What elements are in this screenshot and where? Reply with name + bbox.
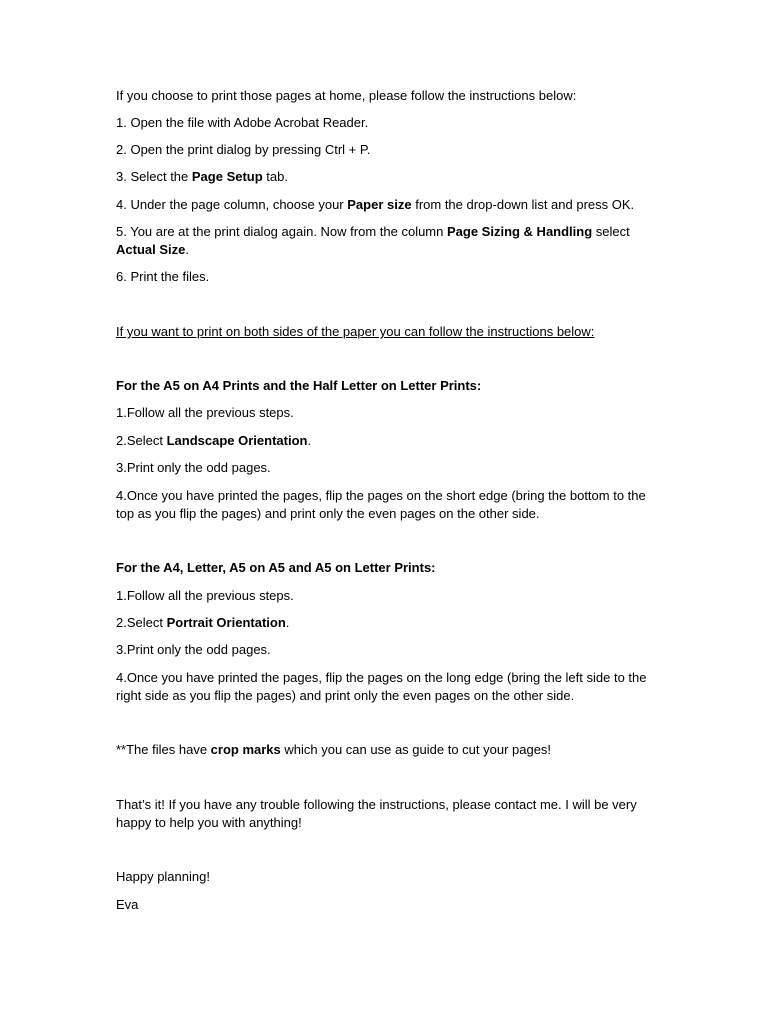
section-a4-heading-text: For the A4, Letter, A5 on A5 and A5 on Letter Prints:	[116, 560, 436, 575]
step-5-bold-1: Page Sizing & Handling	[446, 224, 593, 239]
step-6: 6. Print the files.	[116, 269, 210, 284]
step-5-pre: 5. You are at the print dialog again. Now from the column	[116, 224, 447, 239]
crop-marks-note	[116, 741, 661, 759]
section-a4-step-2-post: .	[285, 615, 290, 630]
section-a5-step-2-pre: 2.Select	[116, 433, 167, 448]
section-a4-step-2-pre: 2.Select	[116, 615, 167, 630]
step-4-pre: 4. Under the page column, choose your	[116, 197, 348, 212]
step-3-pre: 3. Select the	[116, 169, 192, 184]
crop-note-post: which you can use as guide to cut your pages!	[280, 742, 552, 757]
step-4-bold: Paper size	[347, 197, 412, 212]
step-3-post: tab.	[262, 169, 288, 184]
section-a5-step-2	[116, 432, 661, 450]
step-2: 2. Open the print dialog by pressing Ctrl + P.	[116, 142, 371, 157]
section-a4-step-2-bold: Portrait Orientation	[166, 615, 286, 630]
section-a4-step-1: 1.Follow all the previous steps.	[116, 588, 294, 603]
section-a5-step-2-post: .	[307, 433, 312, 448]
step-1: 1. Open the file with Adobe Acrobat Reader.	[116, 115, 369, 130]
section-a5-step-1: 1.Follow all the previous steps.	[116, 405, 294, 420]
section-a5-step-3: 3.Print only the odd pages.	[116, 460, 271, 475]
section-a5-step-2-bold: Landscape Orientation	[166, 433, 308, 448]
section-a5-heading	[116, 377, 661, 395]
step-5-post: .	[185, 242, 189, 257]
step-4-post: from the drop-down list and press OK.	[411, 197, 635, 212]
section-a5-step-4-line-2: top as you flip the pages) and print only the even pages on the other side.	[116, 506, 540, 521]
intro-text: If you choose to print those pages at home, please follow the instructions below:	[116, 88, 577, 103]
duplex-intro	[116, 323, 661, 341]
section-a5-heading-text: For the A5 on A4 Prints and the Half Letter on Letter Prints:	[116, 378, 482, 393]
signoff: Happy planning!	[116, 869, 210, 884]
closing-line-2: happy to help you with anything!	[116, 815, 302, 830]
section-a4-heading	[116, 559, 661, 577]
section-a4-step-2	[116, 614, 661, 632]
crop-note-bold: crop marks	[210, 742, 281, 757]
step-5-line-2	[116, 241, 661, 259]
step-3-bold: Page Setup	[191, 169, 263, 184]
crop-note-pre: **The files have	[116, 742, 211, 757]
closing-line-1: That’s it! If you have any trouble following the instructions, please contact me. I will be very	[116, 797, 637, 812]
signature: Eva	[116, 897, 139, 912]
section-a5-step-4-line-1: 4.Once you have printed the pages, flip the pages on the short edge (bring the bottom to the	[116, 488, 646, 503]
section-a4-step-3: 3.Print only the odd pages.	[116, 642, 271, 657]
section-a4-step-4-line-2: right side as you flip the pages) and print only the even pages on the other side.	[116, 688, 575, 703]
step-5-line-1	[116, 223, 661, 241]
step-3	[116, 168, 661, 186]
step-5-bold-2: Actual Size	[116, 242, 186, 257]
duplex-intro-text: If you want to print on both sides of the paper you can follow the instructions below:	[116, 324, 595, 339]
section-a4-step-4-line-1: 4.Once you have printed the pages, flip the pages on the long edge (bring the left side to the	[116, 670, 647, 685]
step-5-mid: select	[592, 224, 630, 239]
step-4	[116, 196, 661, 214]
